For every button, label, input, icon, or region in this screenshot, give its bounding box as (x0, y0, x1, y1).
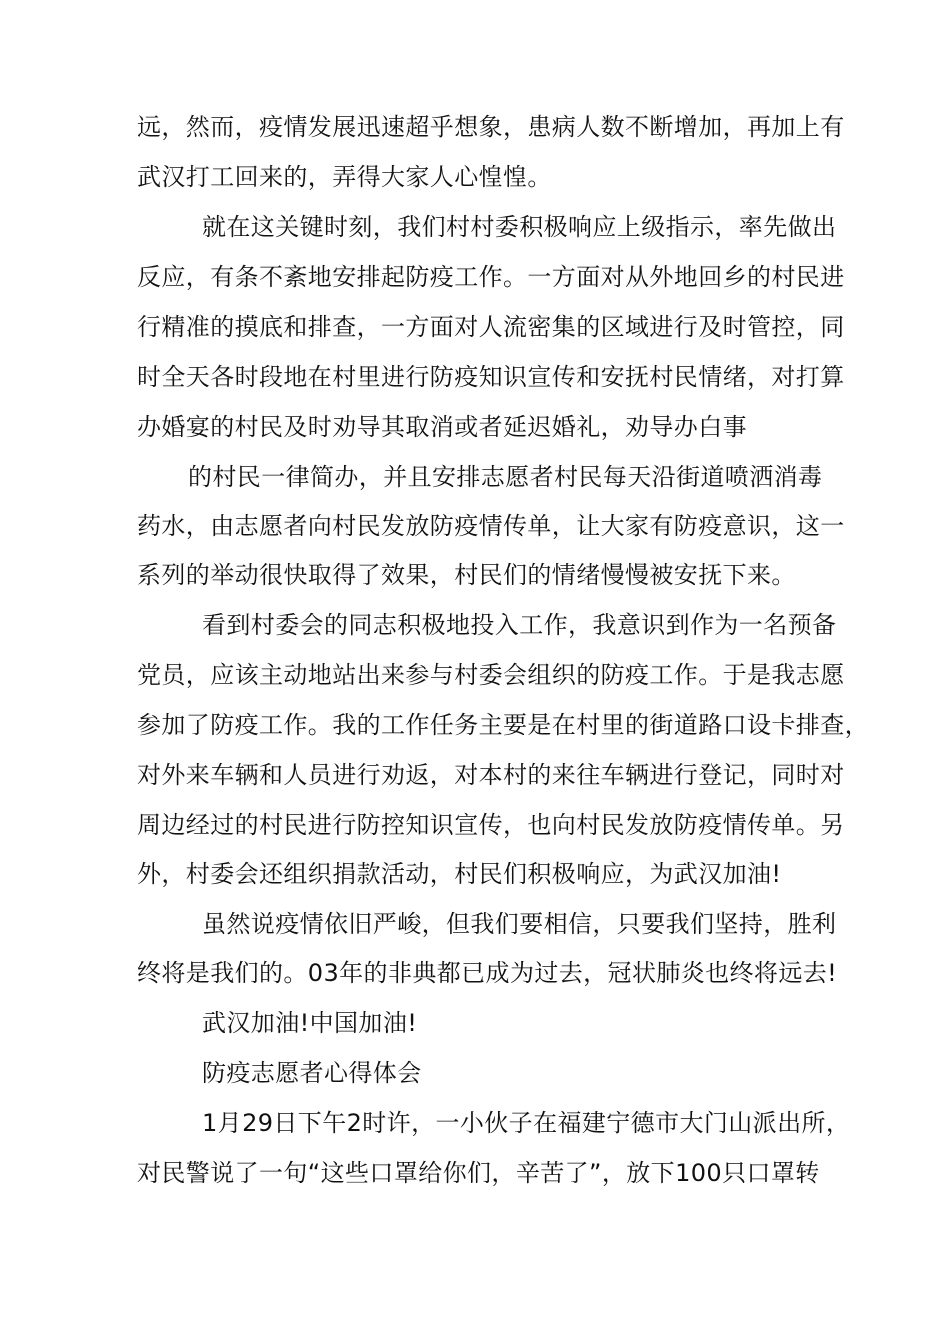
text-line: 药水，由志愿者向村民发放防疫情传单，让大家有防疫意识，这一 (137, 512, 845, 540)
text-line: 周边经过的村民进行防控知识宣传，也向村民发放防疫情传单。另 (137, 811, 845, 839)
text-line: 武汉打工回来的，弄得大家人心惶惶。 (137, 163, 552, 191)
text-line: 党员，应该主动地站出来参与村委会组织的防疫工作。于是我志愿 (137, 661, 845, 689)
text-line: 时全天各时段地在村里进行防疫知识宣传和安抚村民情绪，对打算 (137, 363, 845, 391)
text-line: 虽然说疫情依旧严峻，但我们要相信，只要我们坚持，胜利 (202, 910, 837, 938)
text-line: 系列的举动很快取得了效果，村民们的情绪慢慢被安抚下来。 (137, 561, 796, 589)
text-line: 对外来车辆和人员进行劝返，对本村的来往车辆进行登记，同时对 (137, 761, 845, 789)
text-line: 终将是我们的。03年的非典都已成为过去，冠状肺炎也终将远去! (137, 959, 838, 987)
text-line: 对民警说了一句“这些口罩给你们，辛苦了”，放下100只口罩转 (137, 1159, 820, 1187)
text-line: 的村民一律简办，并且安排志愿者村民每天沿街道喷洒消毒 (188, 463, 823, 491)
text-line: 远，然而，疫情发展迅速超乎想象，患病人数不断增加，再加上有 (137, 113, 845, 141)
text-line: 武汉加油!中国加油! (202, 1009, 418, 1037)
text-line: 防疫志愿者心得体会 (202, 1059, 422, 1087)
text-line: 参加了防疫工作。我的工作任务主要是在村里的街道路口设卡排查， (137, 711, 869, 739)
text-line: 外，村委会还组织捐款活动，村民们积极响应，为武汉加油! (137, 860, 782, 888)
text-line: 行精准的摸底和排查，一方面对人流密集的区域进行及时管控，同 (137, 313, 845, 341)
text-line: 看到村委会的同志积极地投入工作，我意识到作为一名预备 (202, 611, 837, 639)
text-line: 办婚宴的村民及时劝导其取消或者延迟婚礼，劝导办白事 (137, 413, 747, 441)
text-line: 就在这关键时刻，我们村村委积极响应上级指示，率先做出 (202, 213, 837, 241)
text-line: 反应，有条不紊地安排起防疫工作。一方面对从外地回乡的村民进 (137, 263, 845, 291)
text-line: 1月29日下午2时许，一小伙子在福建宁德市大门山派出所， (202, 1109, 851, 1137)
